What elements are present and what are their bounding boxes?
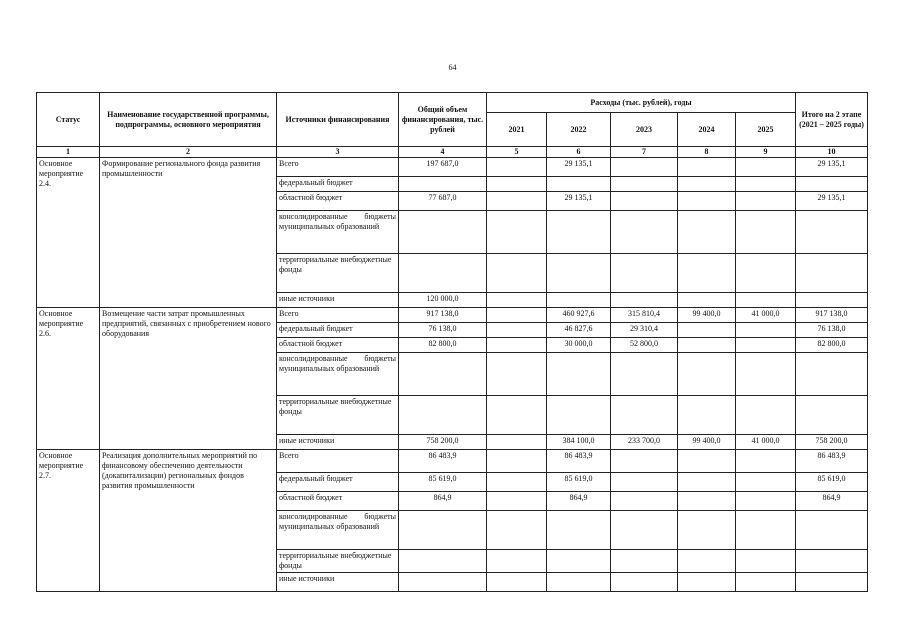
year-2023-cell [611, 177, 678, 192]
year-2021-cell [487, 550, 547, 573]
year-2025-cell: 41 000,0 [736, 308, 796, 323]
year-2025-cell [736, 450, 796, 473]
year-2022-cell [547, 293, 611, 308]
stage-total-cell [796, 177, 868, 192]
total-cell [399, 573, 487, 592]
total-cell [399, 511, 487, 550]
year-2024-cell [678, 177, 736, 192]
stage-total-cell [796, 550, 868, 573]
year-2025-cell [736, 473, 796, 492]
year-2025-cell [736, 158, 796, 177]
year-2021-cell [487, 192, 547, 211]
year-2021-cell [487, 511, 547, 550]
column-number: 4 [399, 147, 487, 158]
total-cell [399, 353, 487, 396]
source-cell: федеральный бюджет [277, 323, 399, 338]
source-cell: Всего [277, 308, 399, 323]
year-2025-cell [736, 338, 796, 353]
status-cell: Основное мероприятие 2.6. [37, 308, 100, 450]
stage-total-cell [796, 254, 868, 293]
year-2024-cell [678, 211, 736, 254]
total-cell: 82 800,0 [399, 338, 487, 353]
total-cell [399, 211, 487, 254]
total-cell: 77 687,0 [399, 192, 487, 211]
header-sources: Источники финансирования [277, 93, 399, 147]
column-number: 2 [100, 147, 277, 158]
year-2021-cell [487, 158, 547, 177]
total-cell: 85 619,0 [399, 473, 487, 492]
year-2024-cell [678, 323, 736, 338]
year-2023-cell [611, 550, 678, 573]
year-2023-cell [611, 158, 678, 177]
year-2022-cell: 460 927,6 [547, 308, 611, 323]
year-2023-cell [611, 511, 678, 550]
stage-total-cell [796, 511, 868, 550]
year-2023-cell [611, 211, 678, 254]
year-2022-cell [547, 353, 611, 396]
table-row [37, 158, 868, 177]
column-number: 3 [277, 147, 399, 158]
year-2025-cell [736, 573, 796, 592]
year-2022-cell: 864,9 [547, 492, 611, 511]
year-2024-cell: 99 400,0 [678, 308, 736, 323]
year-2024-cell [678, 573, 736, 592]
year-2021-cell [487, 254, 547, 293]
column-number: 8 [678, 147, 736, 158]
year-2024-cell [678, 473, 736, 492]
table-row [37, 308, 868, 323]
source-cell: территориальные внебюджетные фонды [277, 254, 399, 293]
stage-total-cell: 29 135,1 [796, 192, 868, 211]
year-2024-cell [678, 338, 736, 353]
total-cell: 86 483,9 [399, 450, 487, 473]
source-cell: консолидированные бюджеты муниципальных образований [277, 353, 399, 396]
total-cell [399, 177, 487, 192]
year-2023-cell [611, 293, 678, 308]
year-2022-cell [547, 396, 611, 435]
year-2021-cell [487, 353, 547, 396]
source-cell: областной бюджет [277, 338, 399, 353]
year-2021-cell [487, 492, 547, 511]
name-cell: Возмещение части затрат промышленных предприятий, связанных с приобретением нового оборудования [100, 308, 277, 450]
source-cell: Всего [277, 450, 399, 473]
year-2022-cell [547, 254, 611, 293]
year-2022-cell [547, 211, 611, 254]
year-2024-cell [678, 353, 736, 396]
header-year-2025: 2025 [736, 113, 796, 147]
total-cell: 197 687,0 [399, 158, 487, 177]
stage-total-cell: 917 138,0 [796, 308, 868, 323]
column-number: 9 [736, 147, 796, 158]
source-cell: федеральный бюджет [277, 177, 399, 192]
header-name: Наименование государственной программы, подпрограммы, основного мероприятия [100, 93, 277, 147]
year-2021-cell [487, 473, 547, 492]
year-2025-cell [736, 192, 796, 211]
budget-table [36, 92, 868, 592]
stage-total-cell: 29 135,1 [796, 158, 868, 177]
year-2025-cell [736, 177, 796, 192]
column-number: 7 [611, 147, 678, 158]
header-year-2023: 2023 [611, 113, 678, 147]
year-2023-cell [611, 192, 678, 211]
source-cell: областной бюджет [277, 192, 399, 211]
status-cell: Основное мероприятие 2.7. [37, 450, 100, 592]
stage-total-cell: 76 138,0 [796, 323, 868, 338]
column-number: 1 [37, 147, 100, 158]
year-2021-cell [487, 211, 547, 254]
total-cell: 864,9 [399, 492, 487, 511]
header-year-2022: 2022 [547, 113, 611, 147]
year-2022-cell: 85 619,0 [547, 473, 611, 492]
year-2021-cell [487, 338, 547, 353]
header-year-2024: 2024 [678, 113, 736, 147]
year-2023-cell: 233 700,0 [611, 435, 678, 450]
source-cell: иные источники [277, 435, 399, 450]
header-year-2021: 2021 [487, 113, 547, 147]
total-cell [399, 396, 487, 435]
status-cell: Основное мероприятие 2.4. [37, 158, 100, 308]
header-status: Статус [37, 93, 100, 147]
year-2024-cell [678, 511, 736, 550]
name-cell: Формирование регионального фонда развития промышленности [100, 158, 277, 308]
year-2025-cell: 41 000,0 [736, 435, 796, 450]
source-cell: областной бюджет [277, 492, 399, 511]
stage-total-cell: 758 200,0 [796, 435, 868, 450]
year-2021-cell [487, 573, 547, 592]
stage-total-cell: 85 619,0 [796, 473, 868, 492]
year-2023-cell [611, 473, 678, 492]
year-2022-cell [547, 177, 611, 192]
year-2025-cell [736, 492, 796, 511]
column-numbers-row [37, 147, 868, 158]
stage-total-cell [796, 353, 868, 396]
year-2022-cell [547, 511, 611, 550]
year-2021-cell [487, 308, 547, 323]
header-expenses: Расходы (тыс. рублей), годы [487, 93, 796, 113]
stage-total-cell [796, 396, 868, 435]
total-cell: 76 138,0 [399, 323, 487, 338]
year-2025-cell [736, 293, 796, 308]
source-cell: территориальные внебюджетные фонды [277, 550, 399, 573]
year-2021-cell [487, 396, 547, 435]
year-2024-cell [678, 254, 736, 293]
year-2021-cell [487, 323, 547, 338]
source-cell: территориальные внебюджетные фонды [277, 396, 399, 435]
stage-total-cell: 86 483,9 [796, 450, 868, 473]
year-2023-cell [611, 353, 678, 396]
year-2025-cell [736, 511, 796, 550]
column-number: 5 [487, 147, 547, 158]
year-2022-cell: 384 100,0 [547, 435, 611, 450]
source-cell: иные источники [277, 293, 399, 308]
year-2023-cell: 52 800,0 [611, 338, 678, 353]
year-2025-cell [736, 550, 796, 573]
year-2025-cell [736, 211, 796, 254]
year-2024-cell [678, 158, 736, 177]
year-2022-cell [547, 573, 611, 592]
year-2024-cell [678, 396, 736, 435]
year-2024-cell [678, 550, 736, 573]
year-2023-cell: 29 310,4 [611, 323, 678, 338]
stage-total-cell: 82 800,0 [796, 338, 868, 353]
stage-total-cell [796, 211, 868, 254]
page-number: 64 [448, 63, 457, 72]
year-2023-cell [611, 396, 678, 435]
total-cell: 758 200,0 [399, 435, 487, 450]
year-2021-cell [487, 293, 547, 308]
stage-total-cell [796, 293, 868, 308]
year-2023-cell [611, 450, 678, 473]
source-cell: консолидированные бюджеты муниципальных образований [277, 511, 399, 550]
header-total: Общий объем финансирования, тыс. рублей [399, 93, 487, 147]
name-cell: Реализация дополнительных мероприятий по финансовому обеспечению деятельности (докапитализации) региональных фондов развития промышленности [100, 450, 277, 592]
source-cell: федеральный бюджет [277, 473, 399, 492]
stage-total-cell: 864,9 [796, 492, 868, 511]
year-2021-cell [487, 177, 547, 192]
table-row [37, 450, 868, 473]
year-2022-cell: 29 135,1 [547, 192, 611, 211]
year-2023-cell: 315 810,4 [611, 308, 678, 323]
year-2024-cell [678, 492, 736, 511]
year-2024-cell [678, 293, 736, 308]
year-2022-cell [547, 550, 611, 573]
total-cell: 120 000,0 [399, 293, 487, 308]
year-2022-cell: 46 827,6 [547, 323, 611, 338]
year-2024-cell [678, 450, 736, 473]
year-2022-cell: 86 483,9 [547, 450, 611, 473]
year-2023-cell [611, 492, 678, 511]
year-2023-cell [611, 254, 678, 293]
total-cell [399, 254, 487, 293]
stage-total-cell [796, 573, 868, 592]
source-cell: консолидированные бюджеты муниципальных образований [277, 211, 399, 254]
year-2024-cell [678, 192, 736, 211]
year-2024-cell: 99 400,0 [678, 435, 736, 450]
header-row-top [37, 93, 868, 113]
year-2025-cell [736, 353, 796, 396]
year-2021-cell [487, 450, 547, 473]
year-2022-cell: 29 135,1 [547, 158, 611, 177]
column-number: 6 [547, 147, 611, 158]
total-cell: 917 138,0 [399, 308, 487, 323]
year-2022-cell: 30 000,0 [547, 338, 611, 353]
source-cell: Всего [277, 158, 399, 177]
year-2021-cell [487, 435, 547, 450]
total-cell [399, 550, 487, 573]
year-2025-cell [736, 396, 796, 435]
source-cell: иные источники [277, 573, 399, 592]
year-2025-cell [736, 254, 796, 293]
column-number: 10 [796, 147, 868, 158]
year-2025-cell [736, 323, 796, 338]
header-stage-total: Итого на 2 этапе (2021 – 2025 годы) [796, 93, 868, 147]
year-2023-cell [611, 573, 678, 592]
